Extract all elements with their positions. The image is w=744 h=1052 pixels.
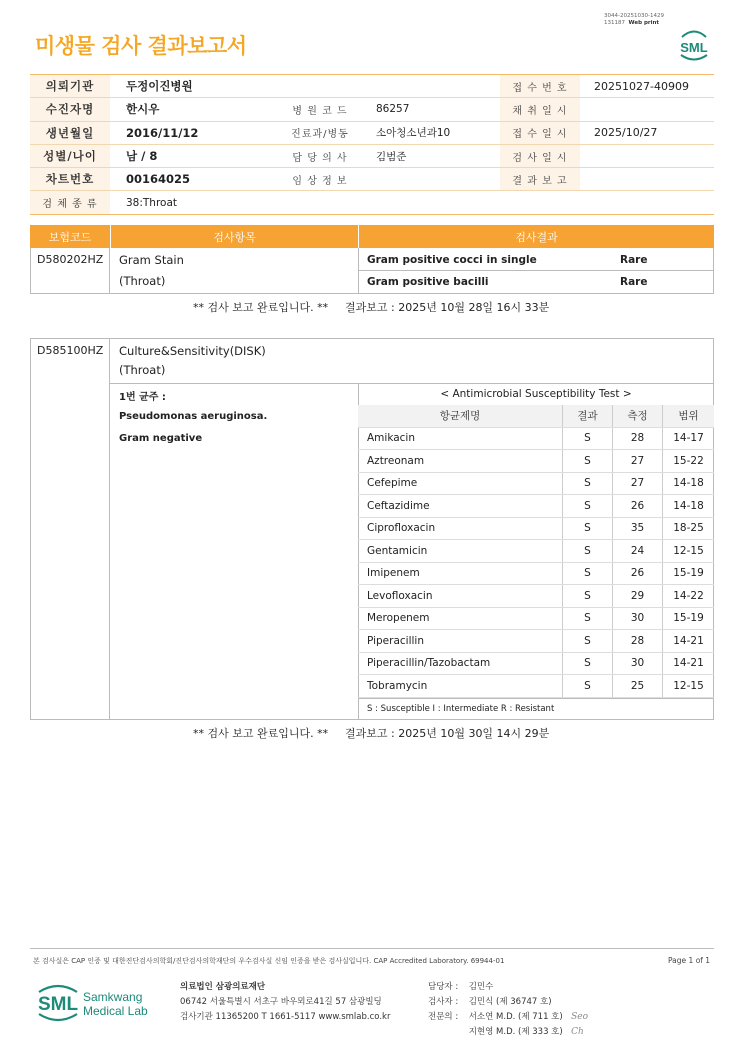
info-value-2: 김범준 (376, 150, 407, 163)
ast-result: S (562, 608, 612, 630)
ast-measure: 27 (612, 450, 662, 472)
ast-result: S (562, 473, 612, 495)
footer-divider (30, 948, 714, 949)
culture-code: D585100HZ (37, 344, 104, 357)
info-label-3: 접 수 일 시 (500, 122, 580, 144)
page-number: Page 1 of 1 (668, 956, 711, 965)
ast-row (358, 630, 714, 653)
ast-range: 14-22 (662, 585, 714, 607)
ast-drug: Gentamicin (367, 544, 428, 557)
ast-drug: Meropenem (367, 612, 430, 625)
ast-result: S (562, 450, 612, 472)
organism-gram: Gram negative (119, 433, 203, 444)
ast-row (358, 495, 714, 518)
info-label-3: 결 과 보 고 (500, 168, 580, 190)
print-code: 3044-20251030-1429 131187 Web print (604, 13, 664, 26)
ast-measure: 30 (612, 653, 662, 675)
footer-accreditation-note: 본 검사실은 CAP 인증 및 대한진단검사의학회/진단검사의학재단의 우수검사실 신임 인증을 받은 검사실입니다. CAP Accredited Laboratory. 69944-01 (33, 957, 505, 965)
ast-drug: Aztreonam (367, 454, 425, 467)
info-label-2: 진료과/병동 (291, 129, 349, 141)
gram-result-1: Gram positive cocci in single (367, 254, 537, 266)
info-value-2: 86257 (376, 103, 410, 116)
ast-measure: 27 (612, 473, 662, 495)
ast-result: S (562, 675, 612, 697)
sml-logo-icon (676, 28, 712, 62)
ast-measure: 30 (612, 608, 662, 630)
patient-info-table (30, 74, 714, 215)
ast-table (358, 405, 714, 698)
gram-specimen: (Throat) (119, 274, 166, 288)
gram-result-1-value: Rare (620, 254, 648, 266)
ast-row (358, 675, 714, 698)
samkwang-logo (37, 980, 157, 1025)
ast-result: S (562, 653, 612, 675)
ast-measure: 26 (612, 563, 662, 585)
info-value: 한시우 (126, 102, 160, 117)
signature-2: Ch (565, 1027, 584, 1037)
org-address: 06742 서울특별시 서초구 바우뫼로41길 57 삼광빌딩 (180, 997, 382, 1007)
culture-report-time: 결과보고 : 2025년 10월 30일 14시 29분 (345, 727, 550, 740)
svg-text:Samkwang: Samkwang (83, 990, 143, 1004)
org-contact: 검사기관 11365200 T 1661-5117 www.smlab.co.kr (180, 1012, 391, 1022)
ast-col-result: 결과 (562, 405, 612, 427)
ast-col-range: 범위 (662, 405, 714, 427)
ast-drug: Imipenem (367, 567, 420, 580)
ast-result: S (562, 563, 612, 585)
info-row (30, 145, 714, 168)
ast-result: S (562, 630, 612, 652)
ast-drug: Cefepime (367, 477, 418, 490)
ast-range: 14-18 (662, 473, 714, 495)
svg-text:SML: SML (680, 40, 708, 55)
ast-measure: 28 (612, 630, 662, 652)
info-label: 수진자명 (30, 98, 110, 120)
org-name: 의료법인 삼광의료재단 (180, 982, 266, 992)
ast-range: 14-21 (662, 653, 714, 675)
ast-legend: S : Susceptible I : Intermediate R : Resistant (367, 704, 555, 714)
ast-row (358, 540, 714, 563)
ast-result: S (562, 518, 612, 540)
ast-range: 12-15 (662, 540, 714, 562)
col-test-result: 검사결과 (358, 225, 714, 248)
ast-range: 14-17 (662, 428, 714, 450)
ast-measure: 24 (612, 540, 662, 562)
info-label: 검 체 종 류 (30, 191, 110, 213)
info-label: 생년월일 (30, 122, 110, 144)
ast-measure: 29 (612, 585, 662, 607)
ast-header-row (358, 405, 714, 428)
col-test-item: 검사항목 (110, 225, 358, 248)
info-label: 차트번호 (30, 168, 110, 190)
ast-measure: 28 (612, 428, 662, 450)
info-value: 2016/11/12 (126, 125, 199, 140)
ast-range: 14-21 (662, 630, 714, 652)
col-insurance-code: 보험코드 (48, 230, 92, 244)
info-row (30, 168, 714, 191)
ast-row (358, 473, 714, 496)
ast-col-measure: 측정 (612, 405, 662, 427)
ast-title: < Antimicrobial Susceptibility Test > (440, 388, 632, 400)
ast-measure: 35 (612, 518, 662, 540)
strain-label: 1번 균주 : (119, 392, 166, 403)
ast-result: S (562, 585, 612, 607)
info-label-3: 채 취 일 시 (500, 98, 580, 120)
ast-range: 15-22 (662, 450, 714, 472)
info-value: 38:Throat (126, 196, 178, 209)
info-row (30, 122, 714, 145)
info-row (30, 191, 714, 214)
ast-drug: Piperacillin/Tazobactam (367, 657, 491, 670)
info-label-2: 담 당 의 사 (292, 152, 348, 164)
info-label-3: 검 사 일 시 (500, 145, 580, 167)
info-label-3 (500, 191, 580, 213)
info-value-3: 2025/10/27 (594, 126, 658, 140)
ast-row (358, 585, 714, 608)
info-row (30, 75, 714, 98)
ast-range: 12-15 (662, 675, 714, 697)
ast-row (358, 428, 714, 451)
info-label-2: 임 상 정 보 (292, 175, 348, 187)
ast-result: S (562, 540, 612, 562)
results-header (30, 225, 714, 248)
svg-text:Medical Lab: Medical Lab (83, 1004, 148, 1018)
info-value-2: 소아청소년과10 (376, 127, 451, 140)
ast-range: 18-25 (662, 518, 714, 540)
gram-done-text: ** 검사 보고 완료입니다. ** (193, 301, 329, 314)
culture-specimen: (Throat) (119, 363, 166, 377)
staff-list: 담당자 : 김민수 검사자 : 김민식 (제 36747 호) 전문의 : 서소연 M.D. (제 711 호) Seo 지현영 M.D. (제 333 호) Ch (428, 982, 589, 1037)
ast-drug: Ciprofloxacin (367, 522, 436, 535)
info-value-3: 20251027-40909 (594, 79, 689, 93)
signature-1: Seo (565, 1012, 589, 1022)
svg-text:SML: SML (37, 994, 79, 1015)
organization-info (180, 980, 390, 1025)
ast-range: 15-19 (662, 563, 714, 585)
ast-col-drug: 항균제명 (439, 410, 481, 423)
ast-result: S (562, 495, 612, 517)
ast-drug: Tobramycin (367, 679, 428, 692)
info-label-3: 접 수 번 호 (500, 75, 580, 97)
ast-drug: Ceftazidime (367, 499, 430, 512)
info-value: 00164025 (126, 172, 191, 187)
ast-row (358, 450, 714, 473)
ast-result: S (562, 428, 612, 450)
ast-range: 14-18 (662, 495, 714, 517)
culture-done-text: ** 검사 보고 완료입니다. ** (193, 727, 329, 740)
ast-drug: Levofloxacin (367, 589, 433, 602)
ast-row (358, 563, 714, 586)
gram-report-time: 결과보고 : 2025년 10월 28일 16시 33분 (345, 301, 550, 314)
ast-row (358, 653, 714, 676)
ast-measure: 25 (612, 675, 662, 697)
info-value: 남 / 8 (126, 149, 158, 164)
ast-drug: Amikacin (367, 432, 416, 445)
gram-code: D580202HZ (37, 253, 104, 266)
culture-test-name: Culture&Sensitivity(DISK) (119, 344, 266, 358)
ast-row (358, 608, 714, 631)
report-title: 미생물 검사 결과보고서 (35, 34, 247, 58)
organism-name: Pseudomonas aeruginosa. (119, 411, 268, 422)
gram-result-2: Gram positive bacilli (367, 276, 489, 288)
info-label: 의뢰기관 (30, 75, 110, 97)
ast-range: 15-19 (662, 608, 714, 630)
info-value: 두정이진병원 (126, 79, 193, 94)
gram-result-2-value: Rare (620, 276, 648, 288)
ast-row (358, 518, 714, 541)
info-label-2: 병 원 코 드 (292, 105, 348, 117)
info-label: 성별/나이 (30, 145, 110, 167)
ast-measure: 26 (612, 495, 662, 517)
gram-test-name: Gram Stain (119, 253, 184, 267)
info-row (30, 98, 714, 121)
ast-drug: Piperacillin (367, 634, 424, 647)
